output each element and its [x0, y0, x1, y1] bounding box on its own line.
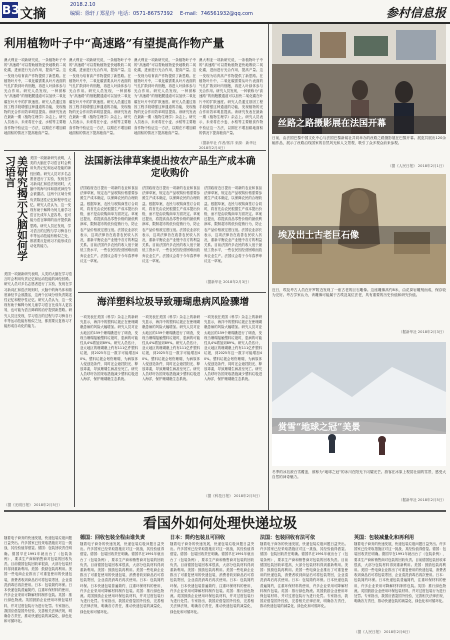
article2-title: 美研究揭示大脑如何学习语言 [4, 156, 28, 261]
article3-title: 法国新法律草案提出按农产品生产成本确定收购价 [84, 156, 256, 179]
email: E-mail：746561932@qq.com [180, 11, 253, 17]
section-title: 文摘 [20, 7, 47, 22]
article5-body-col1: 随着电子商务的快速发展，快递包装垃圾问题日益突出。许多国家已经采取措施应对这一挑战，其经验值得借鉴。德国：包装回收责任明确。德国早在1991年就出台了《包装条例》，要求生产商和销售商对包装的回收负责。目前德国包装回收率很高，大部分包装材料得到重新利用。美国：鼓励包装再利用。美国一些电商企业推出了可重复使用的快递包装，消费者收到商品后可将包装寄回，企业清洗消毒后再次使用。日本：包装简约环保。日本快递包装普遍简约，注重环保材料的使用，许多企业采用可降解材料制作包装。英国：推行绿色物流。英国鼓励企业使用环保包装材料，并对过度包装行为进行处罚。专家指出，我国应借鉴国外经验，完善相关法律法规，明确各方责任，推动快递包装的减量化、绿色化和可循环化。 [4, 536, 72, 624]
divider [268, 24, 269, 510]
article5-subhead: 英国：包装减量化和再利用 [354, 535, 415, 541]
divider [74, 152, 75, 507]
photo3-credit: （据新华社 2018年2月5日） [398, 498, 446, 502]
article4-body-col1: 一项发表在美国《科学》杂志上的新研究显示，海洋中的塑料垃圾正在使珊瑚礁患病的风险大幅增加。研究人员对亚太地区的159个珊瑚礁进行了调查，发现当珊瑚接触塑料垃圾时，患病的可能性从4%增加到89%。研究人员估计，亚太地区的珊瑚礁上约有111亿件塑料垃圾，到2025年这一数字可能增加40%。塑料垃圾会划伤珊瑚，为病原体入侵创造条件，同时还会遮挡阳光、释放毒素，导致珊瑚生病甚至死亡。研究人员呼吁各国采取措施减少塑料垃圾进入海洋，保护珊瑚礁生态系统。 [80, 315, 138, 382]
divider [4, 510, 446, 512]
article3-body-col3: 法国政府近日提出一项新的农业和食品法律草案，规定农产品收购价格需要参照生产成本确定，以保障农民的合理收益。根据草案，农民与收购商签订合同时，将首先由农民根据生产成本提出价格，而不是由收购商单方面决定。草案还提出，将提高食品零售价格的最低利润率，限制超市的低价促销行为，防止农产品价格被过度压低。法国农业部长表示，这项法律旨在改善农民收入状况，重新平衡农业产业链中各方的利益关系。目前法国许多农民的收入低于最低工资水平，一些农民因经营困难而放弃农业生产。法国议会将于今年春季审议这一草案。 [204, 186, 262, 263]
article4-body-col2: 一项发表在美国《科学》杂志上的新研究显示，海洋中的塑料垃圾正在使珊瑚礁患病的风险大幅增加。研究人员对亚太地区的159个珊瑚礁进行了调查，发现当珊瑚接触塑料垃圾时，患病的可能性从4%增加到89%。研究人员估计，亚太地区的珊瑚礁上约有111亿件塑料垃圾，到2025年这一数字可能增加40%。塑料垃圾会划伤珊瑚，为病原体入侵创造条件，同时还会遮挡阳光、释放毒素，导致珊瑚生病甚至死亡。研究人员呼吁各国采取措施减少塑料垃圾进入海洋，保护珊瑚礁生态系统。 [142, 315, 200, 382]
phone: 电话：0571-86757392 [118, 11, 173, 17]
photo2-caption: 近日，埃及考古人员在开罗附近发现了一座古老的巨石雕像。这座雕像高约8米，由花岗岩雕刻而成，保存较为完好。考古学家认为，该雕像可能属于古埃及某位法老，具有重要的历史价值和研究价值。 [272, 288, 446, 298]
article1-body-col2: 澳大利亚一项新研究说，一条植物叶子中的“高速路”可以帮助植物更快地吸收二氧化碳，进而进行光合作用，提高产量。这一发现为培育高产作物提供了新思路。在植物叶片中，二氧化碳需要从叶片表面的气孔扩散到叶肉细胞，再进入叶绿体参与光合作用。研究人员发现，一种被称为“高速路”的细胞膜通道可以加快二氧化碳在叶片中的扩散速度。研究人员通过基因工程手段增强这种通道的功能，发现植物的光合作用效率明显提高。该研究发表在最新一期《植物生理学》杂志上。研究人员表示，未来将在小麦、水稻等主要粮食作物中验证这一方法，以期在不增加耕地面积的情况下提高粮食产量。 [69, 58, 131, 135]
article5-body-col4: 随着电子商务的快速发展，快递包装垃圾问题日益突出。许多国家已经采取措施应对这一挑战，其经验值得借鉴。德国：包装回收责任明确。德国早在1991年就出台了《包装条例》，要求生产商和销售商对包装的回收负责。目前德国包装回收率很高，大部分包装材料得到重新利用。美国：鼓励包装再利用。美国一些电商企业推出了可重复使用的快递包装，消费者收到商品后可将包装寄回，企业清洗消毒后再次使用。日本：包装简约环保。日本快递包装普遍简约，注重环保材料的使用，许多企业采用可降解材料制作包装。英国：推行绿色物流。英国鼓励企业使用环保包装材料，并对过度包装行为进行处罚。专家指出，我国应借鉴国外经验，完善相关法律法规，明确各方责任，推动快递包装的减量化、绿色化和可循环化。 [260, 542, 348, 609]
article1-body-col3: 澳大利亚一项新研究说，一条植物叶子中的“高速路”可以帮助植物更快地吸收二氧化碳，进而进行光合作用，提高产量。这一发现为培育高产作物提供了新思路。在植物叶片中，二氧化碳需要从叶片表面的气孔扩散到叶肉细胞，再进入叶绿体参与光合作用。研究人员发现，一种被称为“高速路”的细胞膜通道可以加快二氧化碳在叶片中的扩散速度。研究人员通过基因工程手段增强这种通道的功能，发现植物的光合作用效率明显提高。该研究发表在最新一期《植物生理学》杂志上。研究人员表示，未来将在小麦、水稻等主要粮食作物中验证这一方法，以期在不增加耕地面积的情况下提高粮食产量。 [134, 58, 196, 135]
article5-subhead: 法国：包装回收有法可依 [260, 535, 316, 541]
article5-body-col5: 随着电子商务的快速发展，快递包装垃圾问题日益突出。许多国家已经采取措施应对这一挑战，其经验值得借鉴。德国：包装回收责任明确。德国早在1991年就出台了《包装条例》，要求生产商和销售商对包装的回收负责。目前德国包装回收率很高，大部分包装材料得到重新利用。美国：鼓励包装再利用。美国一些电商企业推出了可重复使用的快递包装，消费者收到商品后可将包装寄回，企业清洗消毒后再次使用。日本：包装简约环保。日本快递包装普遍简约，注重环保材料的使用，许多企业采用可降解材料制作包装。英国：推行绿色物流。英国鼓励企业使用环保包装材料，并对过度包装行为进行处罚。专家指出，我国应借鉴国外经验，完善相关法律法规，明确各方责任，推动快递包装的减量化、绿色化和可循环化。 [354, 542, 446, 604]
article1-title: 利用植物叶子中“高速路”有望提高作物产量 [4, 36, 225, 50]
article3-body-col1: 法国政府近日提出一项新的农业和食品法律草案，规定农产品收购价格需要参照生产成本确定，以保障农民的合理收益。根据草案，农民与收购商签订合同时，将首先由农民根据生产成本提出价格，而不是由收购商单方面决定。草案还提出，将提高食品零售价格的最低利润率，限制超市的低价促销行为，防止农产品价格被过度压低。法国农业部长表示，这项法律旨在改善农民收入状况，重新平衡农业产业链中各方的利益关系。目前法国许多农民的收入低于最低工资水平，一些农民因经营困难而放弃农业生产。法国议会将于今年春季审议这一草案。 [80, 186, 138, 263]
article5-subhead: 日本：简约包装且可回收 [170, 535, 226, 541]
article4-body-col3: 一项发表在美国《科学》杂志上的新研究显示，海洋中的塑料垃圾正在使珊瑚礁患病的风险大幅增加。研究人员对亚太地区的159个珊瑚礁进行了调查，发现当珊瑚接触塑料垃圾时，患病的可能性从4%增加到89%。研究人员估计，亚太地区的珊瑚礁上约有111亿件塑料垃圾，到2025年这一数字可能增加40%。塑料垃圾会划伤珊瑚，为病原体入侵创造条件，同时还会遮挡阳光、释放毒素，导致珊瑚生病甚至死亡。研究人员呼吁各国采取措施减少塑料垃圾进入海洋，保护珊瑚礁生态系统。 [204, 315, 262, 382]
photo1-caption: 日前，由法国巴黎中国文化中心与法国巴黎新闻社共同举办的丝路之路摄影展在巴黎开幕。展览共展出120余幅作品，展示了丝路沿线国家的自然风光和人文景观，吸引了众多观众前来参观。 [272, 136, 446, 146]
photo1-credit: （据《人民日报》 2018年2月1日） [388, 164, 446, 168]
article5-body-col2: 随着电子商务的快速发展，快递包装垃圾问题日益突出。许多国家已经采取措施应对这一挑战，其经验值得借鉴。德国：包装回收责任明确。德国早在1991年就出台了《包装条例》，要求生产商和销售商对包装的回收负责。目前德国包装回收率很高，大部分包装材料得到重新利用。美国：鼓励包装再利用。美国一些电商企业推出了可重复使用的快递包装，消费者收到商品后可将包装寄回，企业清洗消毒后再次使用。日本：包装简约环保。日本快递包装普遍简约，注重环保材料的使用，许多企业采用可降解材料制作包装。英国：推行绿色物流。英国鼓励企业使用环保包装材料，并对过度包装行为进行处罚。专家指出，我国应借鉴国外经验，完善相关法律法规，明确各方责任，推动快递包装的减量化、绿色化和可循环化。 [80, 542, 164, 614]
divider [78, 292, 266, 293]
statue-photo [272, 174, 446, 284]
divider [4, 150, 266, 151]
exhibition-photo [272, 24, 446, 134]
article3-source: （据新华社 2018年2月3日） [204, 280, 252, 284]
snow-photo [272, 342, 446, 466]
article2-source: （据《光明日报》 2018年2月5日） [4, 503, 62, 507]
article5-title: 看国外如何处理快递垃圾 [143, 516, 297, 532]
photo2-credit: （据新华社 2018年2月3日） [398, 330, 446, 334]
page-header [0, 0, 450, 24]
article5-source: （据《人民日报》 2018年2月6日） [354, 630, 412, 634]
article1-body-col4: 澳大利亚一项新研究说，一条植物叶子中的“高速路”可以帮助植物更快地吸收二氧化碳，进而进行光合作用，提高产量。这一发现为培育高产作物提供了新思路。在植物叶片中，二氧化碳需要从叶片表面的气孔扩散到叶肉细胞，再进入叶绿体参与光合作用。研究人员发现，一种被称为“高速路”的细胞膜通道可以加快二氧化碳在叶片中的扩散速度。研究人员通过基因工程手段增强这种通道的功能，发现植物的光合作用效率明显提高。该研究发表在最新一期《植物生理学》杂志上。研究人员表示，未来将在小麦、水稻等主要粮食作物中验证这一方法，以期在不增加耕地面积的情况下提高粮食产量。 [199, 58, 263, 135]
editor-line: 编辑：徐轩 / 郑星玲 [70, 11, 115, 17]
photo1-title: 丝路之路摄影展在法国开幕 [278, 119, 387, 129]
photo3-caption: 冬季的冰岛被白雪覆盖，被称为“地球之冠”的冰川在阳光下闪耀光芒。游客在冰原上观赏壮丽的雪景，感受大自然的神奇魅力。 [272, 470, 446, 480]
article4-title: 海洋塑料垃圾导致珊瑚患病风险骤增 [96, 297, 249, 308]
article1-body-col1: 澳大利亚一项新研究说，一条植物叶子中的“高速路”可以帮助植物更快地吸收二氧化碳，进而进行光合作用，提高产量。这一发现为培育高产作物提供了新思路。在植物叶片中，二氧化碳需要从叶片表面的气孔扩散到叶肉细胞，再进入叶绿体参与光合作用。研究人员发现，一种被称为“高速路”的细胞膜通道可以加快二氧化碳在叶片中的扩散速度。研究人员通过基因工程手段增强这种通道的功能，发现植物的光合作用效率明显提高。该研究发表在最新一期《植物生理学》杂志上。研究人员表示，未来将在小麦、水稻等主要粮食作物中验证这一方法，以期在不增加耕地面积的情况下提高粮食产量。 [4, 58, 66, 135]
article2-body-col1: 美国一项最新研究表明，人类的大脑在学习语言时会利用负责记忆和运动技能的神经回路。研究人员对多名志愿者进行了实验，发现在学习新词汇和语法规则时，大脑中的海马体和基底神经节会被激活，这两个区域分别负责陈述性记忆和程序性记忆。研究人员认为，这一发现有助于解释为何儿童学习语言比成年人更容易，也可能为语言障碍的治疗提供新思路。研究人员还发现，学习语言的过程与学习骑自行车等运动技能有相似之处，都需要反复练习才能形成自动化的能力。 [30, 156, 71, 249]
article2-body-col2: 美国一项最新研究表明，人类的大脑在学习语言时会利用负责记忆和运动技能的神经回路。研究人员对多名志愿者进行了实验，发现在学习新词汇和语法规则时，大脑中的海马体和基底神经节会被激活，这两个区域分别负责陈述性记忆和程序性记忆。研究人员认为，这一发现有助于解释为何儿童学习语言比成年人更容易，也可能为语言障碍的治疗提供新思路。研究人员还发现，学习语言的过程与学习骑自行车等运动技能有相似之处，都需要反复练习才能形成自动化的能力。 [4, 272, 72, 329]
photo3-title: 赏雪“地球之冠”美景 [278, 423, 361, 433]
page-code-badge: B3 [2, 3, 20, 17]
issue-date: 2018.2.10 [70, 2, 96, 8]
masthead: 参村信息报 [385, 6, 446, 20]
article4-source: （据《科技日报》 2018年2月5日） [204, 494, 262, 498]
article1-source: （据新华社 作者/郭洋 来源：新华社 2018年2月4日） [199, 141, 257, 150]
article3-body-col2: 法国政府近日提出一项新的农业和食品法律草案，规定农产品收购价格需要参照生产成本确定，以保障农民的合理收益。根据草案，农民与收购商签订合同时，将首先由农民根据生产成本提出价格，而不是由收购商单方面决定。草案还提出，将提高食品零售价格的最低利润率，限制超市的低价促销行为，防止农产品价格被过度压低。法国农业部长表示，这项法律旨在改善农民收入状况，重新平衡农业产业链中各方的利益关系。目前法国许多农民的收入低于最低工资水平，一些农民因经营困难而放弃农业生产。法国议会将于今年春季审议这一草案。 [142, 186, 200, 263]
photo2-title: 埃及出土古老巨石像 [278, 231, 360, 241]
article5-body-col3: 随着电子商务的快速发展，快递包装垃圾问题日益突出。许多国家已经采取措施应对这一挑战，其经验值得借鉴。德国：包装回收责任明确。德国早在1991年就出台了《包装条例》，要求生产商和销售商对包装的回收负责。目前德国包装回收率很高，大部分包装材料得到重新利用。美国：鼓励包装再利用。美国一些电商企业推出了可重复使用的快递包装，消费者收到商品后可将包装寄回，企业清洗消毒后再次使用。日本：包装简约环保。日本快递包装普遍简约，注重环保材料的使用，许多企业采用可降解材料制作包装。英国：推行绿色物流。英国鼓励企业使用环保包装材料，并对过度包装行为进行处罚。专家指出，我国应借鉴国外经验，完善相关法律法规，明确各方责任，推动快递包装的减量化、绿色化和可循环化。 [170, 542, 254, 614]
article5-subhead: 德国：回收包装全程由谁负责 [80, 535, 146, 541]
